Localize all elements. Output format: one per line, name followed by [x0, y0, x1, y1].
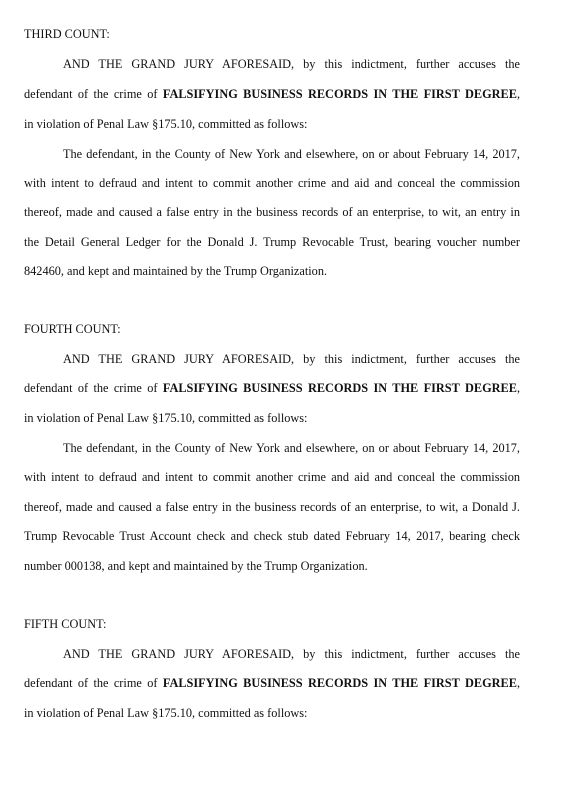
accusation-crime-line: [24, 87, 520, 101]
accusation-line: AND THE GRAND JURY AFORESAID, by this indictment, further accuses the: [63, 647, 520, 661]
facts-line: Trump Revocable Trust Account check and check stub dated February 14, 2017, bearing check: [24, 529, 520, 543]
count-heading: FIFTH COUNT:: [24, 617, 107, 631]
penal-law-line: in violation of Penal Law §175.10, committed as follows:: [24, 117, 308, 131]
facts-line: number 000138, and kept and maintained by the Trump Organization.: [24, 559, 368, 573]
accusation-line: AND THE GRAND JURY AFORESAID, by this indictment, further accuses the: [63, 352, 520, 366]
crime-name: FALSIFYING BUSINESS RECORDS IN THE FIRST DEGREE: [162, 87, 517, 101]
facts-line: thereof, made and caused a false entry in the business records of an enterprise, to wit, an entry in: [24, 205, 520, 219]
accusation-line: AND THE GRAND JURY AFORESAID, by this indictment, further accuses the: [63, 57, 520, 71]
count-heading: FOURTH COUNT:: [24, 322, 121, 336]
facts-line: 842460, and kept and maintained by the Trump Organization.: [24, 264, 328, 278]
crime-prefix: defendant of the crime of: [24, 676, 163, 690]
facts-line: with intent to defraud and intent to commit another crime and aid and conceal the commission: [24, 176, 520, 190]
facts-line: thereof, made and caused a false entry in the business records of an enterprise, to wit, a Donald J.: [24, 500, 520, 514]
penal-law-line: in violation of Penal Law §175.10, committed as follows:: [24, 706, 308, 720]
accusation-crime-line: [24, 676, 520, 690]
facts-line: with intent to defraud and intent to commit another crime and aid and conceal the commission: [24, 470, 520, 484]
crime-suffix: ,: [516, 87, 521, 101]
crime-suffix: ,: [516, 381, 521, 395]
crime-name: FALSIFYING BUSINESS RECORDS IN THE FIRST DEGREE: [162, 381, 517, 395]
facts-line: the Detail General Ledger for the Donald J. Trump Revocable Trust, bearing voucher number: [24, 235, 520, 249]
crime-prefix: defendant of the crime of: [24, 381, 163, 395]
penal-law-line: in violation of Penal Law §175.10, committed as follows:: [24, 411, 308, 425]
facts-line: The defendant, in the County of New York and elsewhere, on or about February 14, 2017,: [63, 147, 520, 161]
crime-name: FALSIFYING BUSINESS RECORDS IN THE FIRST DEGREE: [162, 676, 517, 690]
count-heading: THIRD COUNT:: [24, 27, 110, 41]
crime-prefix: defendant of the crime of: [24, 87, 163, 101]
facts-line: The defendant, in the County of New York and elsewhere, on or about February 14, 2017,: [63, 441, 520, 455]
crime-suffix: ,: [516, 676, 521, 690]
accusation-crime-line: [24, 381, 520, 395]
